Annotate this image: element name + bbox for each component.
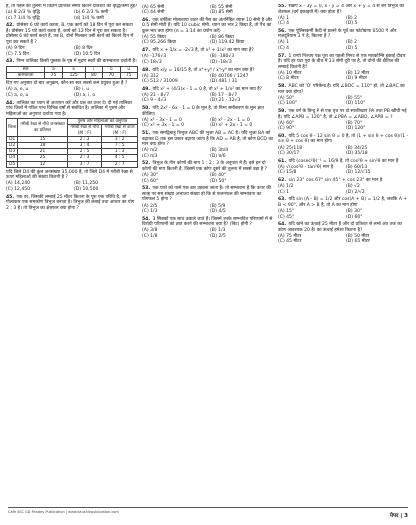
option-d[interactable]: (D) -18√3 [210,59,232,65]
table-cell: 2 : 7 [102,161,138,167]
question-text: यदि sin (A - B) = 1/2 और cos(A + B) = 1/2 है, जबकि A + B < 90°, और A > B है, तो A का मान होगा [278,197,408,208]
option-d[interactable]: (D) 10,500 [74,186,99,192]
question-59 [278,109,410,132]
options [142,5,274,16]
table-cell: D1 [7,136,18,142]
question-text: एक बर्फीला मोलावाया वाटर की गैस का अंतर्निहित व्यास 10 सेमी है और 0.5 सेमी मोटी है। यदि 10 cubic सेमी. ध्यान का भार 2 किग्रा है, तो पैच का कुल भार क्या होगा (π = 3.14 का प्रयोग करें) [142,17,272,34]
question-text: यदि x/y = 16/15 है, तो x⁴+y⁴ / x⁴-y⁴ का मान क्या है? [152,67,255,73]
table-cell: 75 [45,73,62,79]
option-d[interactable]: (D) 9 मीटर [346,76,367,82]
option-a[interactable]: (a) 8 2/3 % वृद्धि [6,10,40,16]
question-61 [278,159,410,176]
question-49 [142,87,274,104]
question-56 [278,29,410,52]
question-number: 46. [142,17,151,23]
options [278,96,410,107]
option-a[interactable]: (A) 50° [278,95,295,101]
question-42 [6,23,138,57]
question-number: 59. [278,109,287,115]
option-a[interactable]: (A) 75 मीटर [278,233,302,239]
option-a[interactable]: (A) π/2 [142,148,158,154]
option-b[interactable]: (B) 30° [346,209,363,215]
question-columns [6,4,410,504]
option-b[interactable]: (B) √2 [346,184,360,190]
question-number: 64. [278,222,287,228]
option-a[interactable]: (A) 30° [142,173,159,179]
question-62 [278,178,410,195]
option-b[interactable]: (B) 5/9 [210,203,226,209]
question-text: यदि जिले D4 की कुल जनसंख्या 35,000 है, तो जिले D4 में गरीबी रेखा से ऊपर महिलाओं की संख्या कितनी है ? [6,169,133,181]
option-a[interactable]: (A) 1/2 [278,184,294,190]
options [278,209,410,220]
option-b[interactable]: (B) 70° [346,120,363,126]
question-number: 42. [6,23,15,29]
option-d[interactable]: (D) 120° [346,126,366,132]
options [278,71,410,82]
column-3 [278,4,410,504]
option-b[interactable]: (b) 6 2/3 % कमी [74,10,109,16]
option-a[interactable]: (A) 15° [278,209,295,215]
option-c[interactable]: (C) 8 मीटर [278,76,299,82]
option-c[interactable]: (C) 60° [142,178,159,184]
question-text: एक वर्ग के बिन्दु P से एक वृत्त पर दो स्पर्शरेखाएं PA तथा PB खींची गई है। यदि ∠APB = 120° है, तो ∠PBA = ∠ABO, ∠APB = ? [278,109,407,120]
table-header: u [120,66,137,72]
question-55 [278,4,410,27]
option-b[interactable]: (B) 60/13 [346,164,368,170]
vowel-frequency-table [6,66,138,79]
table-cell: 25 [18,155,67,161]
table-cell: 7 : 5 [102,143,138,149]
option-c[interactable]: (C) 12,450 [6,186,31,192]
option-a[interactable]: (A) 21 - 8√7 [142,92,170,98]
options [278,40,410,51]
question-number: 43. [6,59,15,65]
table-cell: बारम्बारता [7,73,45,79]
options [142,93,274,104]
option-b[interactable]: (B) 34/25 [346,145,368,151]
table-cell: 125 [62,73,85,79]
table-cell: D5 [7,161,18,167]
question-number: 45. [6,194,15,200]
question-text: sin 23° cos 67° sin 45° + cos 23° का मान है [288,178,383,184]
option-a[interactable]: (A) 1 [278,40,289,46]
question-number: 60. [278,133,287,139]
question-45 [6,195,138,212]
question-45-options [142,5,274,16]
question-text: है, तो पहले की तुलना में कितने प्रतिशत समय कितने प्रतिशत की वृद्धि/कमी हुई? [6,4,138,9]
question-text: एक पुलिसकर्मी कैदी से छलने के पूर्व का फोटोग्राफ 6500 ₹ और मज़दूरियाम 3 ₹ है, कितना है ? [278,28,397,40]
question-48 [142,68,274,85]
option-b[interactable]: (B) 11,250 [74,181,99,187]
options [278,184,410,195]
options [6,10,138,21]
option-a[interactable]: (A) 25/118 [278,145,303,151]
table-cell: 3 : 7 [67,161,102,167]
options [6,87,138,98]
options [6,181,138,192]
question-prev [6,4,138,21]
question-text: यदि x² + (4/3)x - 1 = 0 है, तो x² + 1/x² का मान क्या है? [152,86,263,92]
table-cell: 3 : 4 [67,143,102,149]
question-number: 47. [142,48,151,54]
question-44 [6,101,138,193]
option-d[interactable]: (D) 21 - 12√3 [210,98,241,104]
options [142,148,274,159]
options [6,46,138,57]
option-b[interactable]: (B) 2 [346,15,358,21]
option-c[interactable]: (C) 1 [278,189,290,195]
question-text: यदि (cosec²θ)⁻¹ = 16/9 है, तो cos²θ + sin²θ का मान है [288,158,399,164]
options [142,118,274,129]
options [142,74,274,85]
table-cell: 2 : 3 [67,155,102,161]
option-c[interactable]: (C) 9 - 4√3 [142,98,167,104]
table-header: o [103,66,120,72]
option-a[interactable]: (A) x² - 3x - 1 = 0 [142,117,182,123]
option-c[interactable]: (C) 1/8 [142,233,158,239]
question-number: 52. [142,161,151,167]
table-cell: 2 : 3 [67,136,102,142]
question-text: त्रिभुज के तीन कोणों की माप 1 : 2 : 3 के अनुपात में हैं। इसे इन दो कोणों की माप कितनी है, जिसमें एक कोण दूसरे की तुलना में सबसे बड़ा है ? [142,161,267,173]
option-a[interactable]: (A) a, e, u [6,87,29,93]
table-cell: 12 [18,161,67,167]
question-text: यदि x + 1/x = -2√3 है, तो x³ + 1/x³ का मान क्या है? [152,48,254,54]
options [278,121,410,132]
option-d[interactable]: (D) 65 मीटर [346,239,370,245]
option-c[interactable]: (C) 45° [278,214,295,220]
question-number: 53. [142,186,151,192]
question-54 [142,217,274,240]
question-58 [278,84,410,107]
option-c[interactable]: (C) 30/17 [278,151,300,157]
table-header: स्वर [7,66,45,72]
option-c[interactable]: (C) 45 मीटर [278,239,302,245]
option-d[interactable]: (D) 4/5 [210,209,226,215]
option-b[interactable]: (B) 40° [210,173,227,179]
options [142,228,274,239]
column-1 [6,4,138,504]
question-text: प्रोसेसर 6 घंटे कार्य करता, B, एक कार्य को 18 दिन में पूरा कर सकता है। प्रोसेसर 15 घंटे कार्य करता है, कार्य को 12 दिन में पूरा कर सकता है। प्रोसेसर 6 घंटे कार्य करते हैं, तब B, दोनों मिलकर उसी कार्य को कितने दिन में पूरा कर सकते हैं ? [6,23,134,45]
option-a[interactable]: (A) 65 सेमी [142,4,165,10]
table-cell: 2 : 5 [67,149,102,155]
question-text: यदि 2x² - 6x - 1 = 0 के मूल है, तो निम्न समीकरण के मूल ज्ञात कीजिए। [142,106,265,117]
question-number: 49. [142,86,151,92]
question-text: 3 सिक्कों एक साथ उछाले जाते हैं। जिसमें उनके सम्भावित परिणामों में से विरोधी परिणामों को ज्ञात करने की सम्भावना क्या है? (बिट) होगी ? [142,216,273,228]
option-c[interactable]: (C) 15/8 [278,170,297,176]
question-53 [142,186,274,214]
table-cell: 21 [18,149,67,155]
table-row [7,73,138,79]
option-d[interactable]: (D) 85 सेमी [210,10,233,16]
option-c[interactable]: (C) 95.266 किग्रा [142,40,176,46]
option-b[interactable]: (B) 55 सेमी [210,4,233,10]
table-cell: D4 [7,155,18,161]
option-c[interactable]: (C) 44 सेमी [142,10,165,16]
table-cell: 3 : 2 [102,136,138,142]
option-a[interactable]: (A) 14,240 [6,181,31,187]
option-a[interactable]: (A) 55 किग्रा [142,34,166,40]
question-50 [142,106,274,129]
option-a[interactable]: (A) -176√3 [142,54,167,60]
option-d[interactable]: (D) 5 [346,46,358,52]
option-d[interactable]: (D) 10.5 दिन [74,51,101,57]
option-d[interactable]: (D) 119.42 किग्रा [210,40,245,46]
option-b[interactable]: (B) 3π/4 [210,148,229,154]
question-number: 56. [278,28,287,34]
options [278,16,410,27]
option-b[interactable]: (B) 8 दिन [74,46,93,52]
option-d[interactable]: (D) π/6 [210,153,226,159]
option-c[interactable]: (C) 7.5 दिन [6,51,29,57]
question-number: 63. [278,197,287,203]
table-cell: 1 : 3 [102,149,138,155]
option-a[interactable]: (A) 10 मीटर [278,70,302,76]
question-47 [142,48,274,65]
options [142,204,274,215]
question-text: दिए गए अनुसार दो बार अनुक्रम, कौन-सा स्वर सबसे कम प्रयुक्त हुआ है ? [6,81,128,87]
option-b[interactable]: (B) 40706 / 1247 [210,73,249,79]
option-d[interactable]: (D) 50° [210,178,227,184]
table-cell: 70 [103,73,120,79]
option-b[interactable]: (B) 55° [346,95,363,101]
option-b[interactable]: (B) x² - 2x - 1 = 0 [210,117,250,123]
option-b[interactable]: (B) 50 मीटर [346,233,370,239]
option-d[interactable]: (D) 2/5 [210,233,226,239]
question-text: एक पाशे को पासे एक बार उछाला जाता है। तो सम्भावना है कि ऊपर की सतह पर सम संख्या अभाज्य संख्या हो कि से फलनफल की सम्भावना का योगफल 5 होगा ? [142,186,271,203]
page-footer [8,507,408,522]
question-51 [142,131,274,159]
option-b[interactable]: (B) 1/3 [210,228,226,234]
option-d[interactable]: (D) 12/√15 [346,170,371,176]
question-46 [142,18,274,46]
option-b[interactable]: (B) -180√3 [210,54,235,60]
option-c[interactable]: (C) 1/3 [142,209,158,215]
options [142,54,274,65]
table-header: गरीबी रेखा से ऊपर (M : F) [102,125,138,136]
option-c[interactable]: (C) x² + 3x - 1 = 0 [142,123,184,129]
question-63 [278,197,410,220]
question-text: रेखाएं x - 3y = 0, x - y = 4 और x + y = 4 से बने त्रिभुज का शेत्रफल (वर्ग इकाइयों में) क्या होता है? [278,4,405,15]
question-number: 55. [278,4,287,9]
options [142,35,274,46]
option-a[interactable]: (A) 60° [278,120,295,126]
option-b[interactable]: (B) 2 [346,40,358,46]
question-text: निम्न तालिका किसी पुस्तक के पृष्ठ में मुद्रण स्वरों की बारम्बारता दर्शाती है। [16,59,137,65]
question-57 [278,54,410,82]
question-number: 58. [278,84,287,90]
question-number: 57. [278,53,287,59]
publisher-text: Cafe SSC GD Pandey Publication | www.kaushikpublication.com [8,510,119,514]
table-cell: D2 [7,143,18,149]
option-c[interactable]: (C) π/3 [142,153,158,159]
question-text: तालिका का ध्यान से अध्ययन करें और प्रश्न का उत्तर दें। दी गई तालिका पांच जिलों में गठित पांच विभिन्न वर्षों से संबंधित है। तालिका में पुरुष और महिलाओं का अनुपात दर्शाया गया है। [6,100,132,117]
options [142,173,274,184]
option-d[interactable]: (D) x² + 2x - 1 = 0 [210,123,253,129]
option-d[interactable]: (D) 2/√2 [346,189,365,195]
question-text: यदि खंभे का ऊंचाई 25 मीटर है और दो प्रतिशत से लम्बे अंत तक का कोण आवश्यक 20 है। का ऊंचाई हमेशा कितना है? [278,222,402,233]
question-number: 62. [278,178,287,184]
option-a[interactable]: (A) 2/5 [142,203,158,209]
option-c[interactable]: (C) 512 / 31009 [142,79,178,85]
table-header: e [62,66,85,72]
option-d[interactable]: (D) 110° [346,101,366,107]
question-text: 1 धन्यो निश्चय पक्ष पूरा का पहली मिनट से एक मारकोन्सि इकाई दीवार है। यदि हर घंटा पूरा के बीच में 13 सेमी दूरी पर है, तो दोनों की क्षैतिज की लम्बाई कितनी है? [278,53,406,70]
question-60 [278,134,410,157]
option-c[interactable]: (C) 90° [278,126,295,132]
option-d[interactable]: (D) 481 / 31 [210,79,238,85]
option-a[interactable]: (A) 312 [142,73,159,79]
table-header: गरीबी रेखा से नीचे जनसंख्या का प्रतिशत [18,119,67,137]
table-header: जिला [7,119,18,137]
question-text: ABC को 'O' परिकेन्द्र है। यदि ∠BOC = 110° हो, तो ∠BAC का मान क्या होगा? [278,84,405,95]
option-c[interactable]: (C) 4 [278,21,290,27]
question-text: यदि 5 cos θ - 12 sin θ = 0 है, तो (1 + sin θ + cos θ)/(1 - sin θ + cos θ) का मान होगा [278,133,409,145]
table-cell: 18 [18,143,67,149]
table-row [7,161,138,167]
option-c[interactable]: (C) 4 [278,46,290,52]
option-b[interactable]: (B) 12 मीटर [346,70,370,76]
table-cell: 4 : 5 [102,155,138,161]
table-cell: 15 [18,136,67,142]
question-number: 51. [142,131,151,137]
options [278,146,410,157]
option-c[interactable]: (C) a, o, u [6,92,29,98]
column-2 [142,4,274,504]
option-b[interactable]: (B) i, u [74,87,90,93]
option-a[interactable]: (A) √(cos²θ - tan²θ) मान है [278,164,334,170]
option-a[interactable]: (A) 3/8 [142,228,158,234]
district-poverty-table [6,118,138,168]
question-64 [278,222,410,245]
option-b[interactable]: (B) 86 किग्रा [210,34,234,40]
table-header: गरीबी रेखा से नीचे (M : F) [67,125,102,136]
question-52 [142,161,274,184]
table-header: पुरुष और महिलाओं का अनुपात [67,119,137,125]
question-number: 48. [142,67,151,73]
option-a[interactable]: (A) 9 दिन [6,46,25,52]
question-number: 44. [6,100,15,106]
option-d[interactable]: (D) a, i, o [74,92,96,98]
question-number: 54. [142,216,151,222]
page-number: पेपर | 3 [389,513,408,519]
option-c[interactable]: (c) 7 1/4 % वृद्धि [6,15,40,21]
question-text: एक दर, जिसकी लम्बाई 25 मीटर कितना के पूरा एक परिधि है, जो गोलाकार एक समकोण त्रिभुज बनाता है। त्रिभुज की लंबाई तथा आधार का योग 2 : 3 है। तो त्रिभुज का क्षेत्रफल क्या होगा ? [6,194,135,211]
option-d[interactable]: (d) 1/4 % कमी [74,15,104,21]
table-header: i [85,66,102,72]
table-cell: 75 [120,73,137,79]
options [278,165,410,176]
option-a[interactable]: (A) 1 [278,15,289,21]
option-c[interactable]: (C) 100° [278,101,298,107]
options [278,234,410,245]
option-c[interactable]: (C) 18√3 [142,59,162,65]
option-d[interactable]: (D) 60° [346,214,363,220]
question-number: 61. [278,158,287,164]
table-header: a [45,66,62,72]
question-number: 50. [142,106,151,112]
option-d[interactable]: (D) 35/18 [346,151,368,157]
option-d[interactable]: (D) 5 [346,21,358,27]
option-b[interactable]: (B) 17 - 8√7 [210,92,238,98]
question-43 [6,59,138,98]
table-cell: 80 [85,73,102,79]
table-cell: D3 [7,149,18,155]
question-text: एक समद्विबाहु त्रिभुज ABC की भुजा AB = AC है। यदि भुजा BA को बढ़ाकर D तक इस प्रकार बढ़ाया जाता है कि AD = AB है, तो कोण BCD का मान क्या होगा ? [142,131,273,148]
